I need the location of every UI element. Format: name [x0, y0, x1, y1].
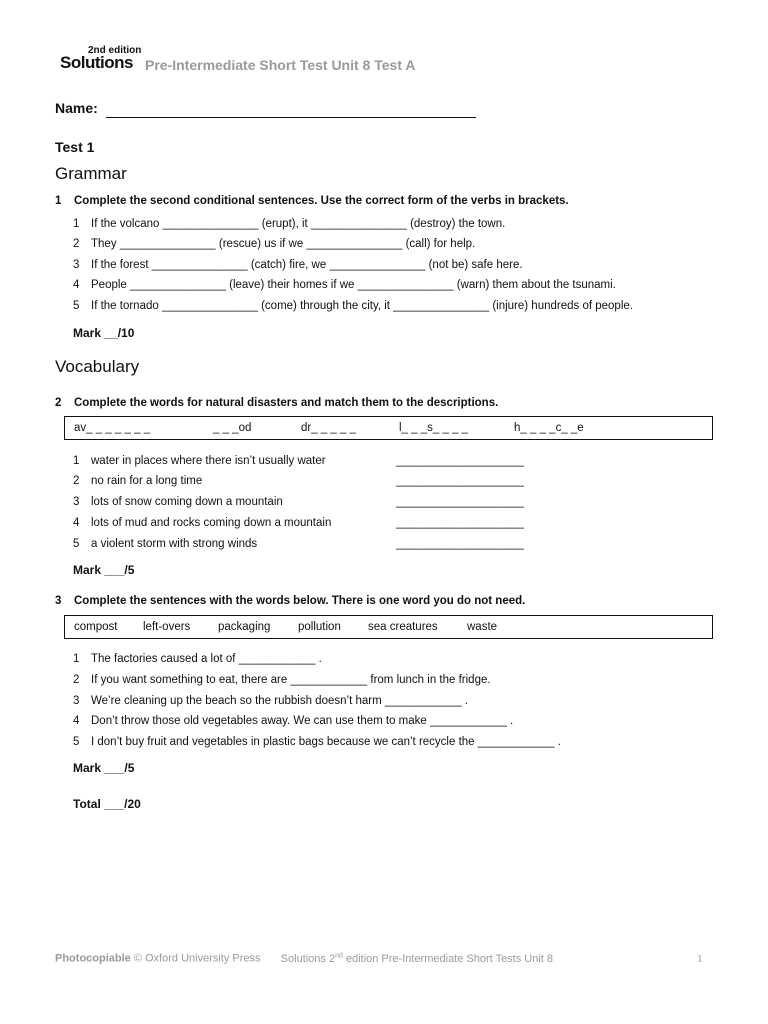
photocopiable-label: Photocopiable: [55, 952, 131, 965]
word-item: l_ _ _s_ _ _ _: [399, 422, 469, 434]
footer: [55, 952, 553, 965]
name-label: Name:: [55, 100, 98, 116]
list-item: 2 no rain for a long time: [73, 475, 203, 487]
word-box-q3: [64, 615, 713, 639]
publisher-label: © Oxford University Press: [133, 952, 261, 965]
mark-q1: Mark __/10: [73, 326, 135, 340]
mark-q3: Mark ___/5: [73, 761, 135, 775]
answer-line: ____________________: [396, 455, 524, 467]
answer-line: ____________________: [396, 538, 524, 550]
solutions-logo: Solutions: [60, 53, 133, 72]
word-item: pollution: [298, 621, 341, 633]
mark-q2: Mark ___/5: [73, 563, 135, 577]
word-item: _ _ _od: [213, 422, 252, 434]
grammar-heading: Grammar: [55, 164, 127, 183]
answer-line: ____________________: [396, 475, 524, 487]
word-item: waste: [467, 621, 498, 633]
vocabulary-heading: Vocabulary: [55, 357, 140, 376]
question-2-instruction: 2 Complete the words for natural disasters and match them to the descriptions.: [55, 397, 499, 409]
list-item: 4 People _______________ (leave) their homes if we _______________ (warn) them about the tsunami.: [73, 279, 616, 291]
list-item: 5 a violent storm with strong winds: [73, 538, 258, 550]
question-number: 1: [55, 195, 62, 207]
list-item: 3 lots of snow coming down a mountain: [73, 496, 283, 508]
list-item: 1 water in places where there isn’t usually water: [73, 455, 326, 467]
name-line: [106, 117, 476, 118]
word-item: sea creatures: [368, 621, 438, 633]
list-item: 3 If the forest _______________ (catch) fire, we _______________ (not be) safe here.: [73, 259, 523, 271]
series-label: Solutions 2nd edition Pre-Intermediate Short Tests Unit 8: [280, 952, 554, 965]
question-1-instruction: [55, 195, 569, 207]
word-box-q2: [64, 416, 713, 440]
list-item: 3 We’re cleaning up the beach so the rubbish doesn’t harm ____________ .: [73, 695, 468, 707]
answer-line: ____________________: [396, 496, 524, 508]
word-item: av_ _ _ _ _ _ _: [74, 422, 151, 434]
total-mark: Total ___/20: [73, 797, 141, 811]
list-item: 2 They _______________ (rescue) us if we _______________ (call) for help.: [73, 238, 476, 250]
edition-label: 2nd edition: [88, 45, 142, 56]
answer-line: ____________________: [396, 517, 524, 529]
list-item: 1 The factories caused a lot of ____________ .: [73, 653, 322, 665]
list-item: 4 lots of mud and rocks coming down a mountain: [73, 517, 332, 529]
question-3-instruction: 3 Complete the sentences with the words below. There is one word you do not need.: [55, 595, 526, 607]
list-item: 5 I don’t buy fruit and vegetables in plastic bags because we can’t recycle the ____________ .: [73, 736, 561, 748]
list-item: 2 If you want something to eat, there are ____________ from lunch in the fridge.: [73, 674, 491, 686]
word-item: left-overs: [143, 621, 191, 633]
test-title: Test 1: [55, 139, 95, 155]
page-number: 1: [697, 953, 703, 965]
list-item: 5 If the tornado _______________ (come) through the city, it _______________ (injure) hundreds of people.: [73, 300, 633, 312]
test-subtitle: Pre-Intermediate Short Test Unit 8 Test A: [145, 57, 416, 73]
list-item: 1 If the volcano _______________ (erupt), it _______________ (destroy) the town.: [73, 218, 506, 230]
word-item: dr_ _ _ _ _: [301, 422, 356, 434]
word-item: h_ _ _ _c_ _e: [514, 422, 584, 434]
list-item: 4 Don’t throw those old vegetables away. We can use them to make ____________ .: [73, 715, 514, 727]
word-item: compost: [74, 621, 118, 633]
instruction-text: Complete the second conditional sentences. Use the correct form of the verbs in brackets.: [74, 195, 569, 207]
word-item: packaging: [218, 621, 271, 633]
